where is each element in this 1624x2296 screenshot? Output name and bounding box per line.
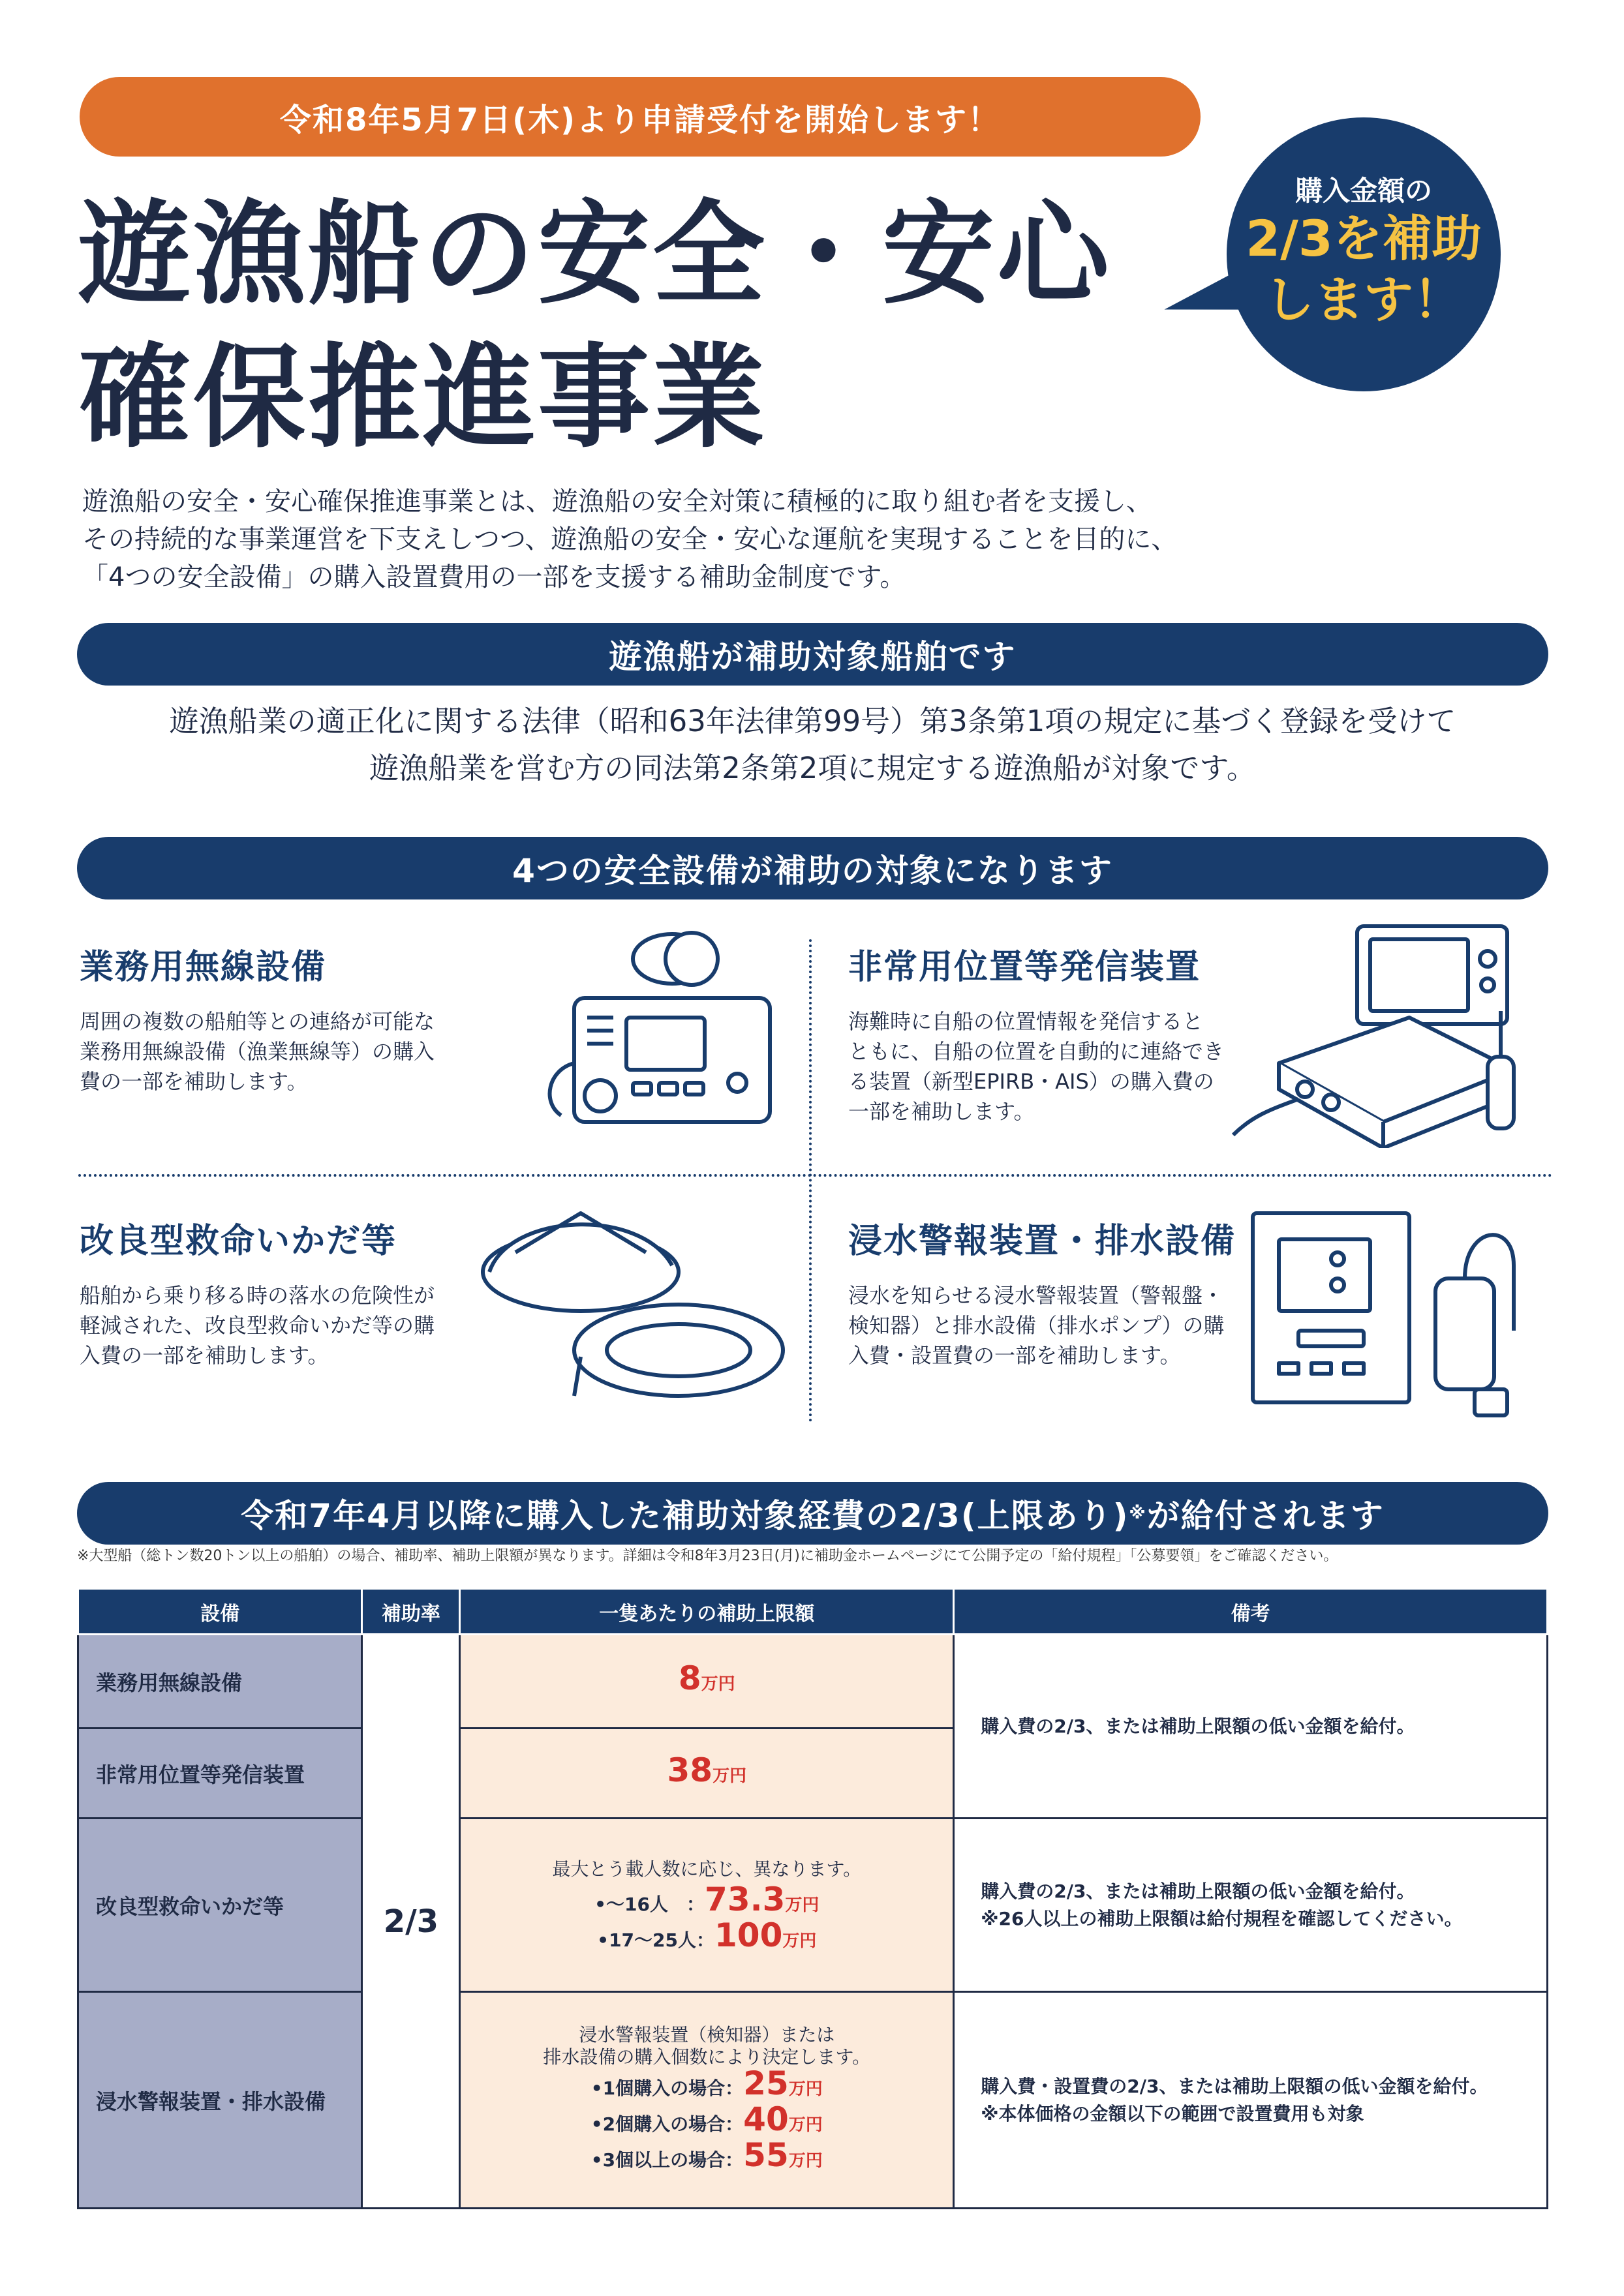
application-start-banner: 令和8年5月7日(木)より申請受付を開始します！ [80,77,1201,157]
equipment-title: 改良型救命いかだ等 [80,1222,397,1261]
equipment-epirb [848,939,1253,1126]
table-header-row [78,1589,1548,1635]
equipment-desc: 船舶から乗り移る時の落水の危険性が 軽減された、改良型救命いかだ等の購 入費の一部を補助します。 [80,1283,435,1368]
equipment-title: 浸水警報装置・排水設備 [848,1222,1236,1261]
subsidy-table [77,1588,1548,2209]
row-remark: 購入費の2/3、または補助上限額の低い金額を給付。 ※26人以上の補助上限額は給付規程を確認してください。 [954,1819,1548,1992]
section-heading-payment [77,1482,1548,1545]
row-limit: 浸水警報装置（検知器）または 排水設備の購入個数により決定します。 •1個購入の場合：25万円 •2個購入の場合：40万円 •3個以上の場合：55万円 [460,1992,954,2209]
epirb-icon [1227,913,1540,1148]
equipment-desc: 周囲の複数の船舶等との連絡が可能な 業務用無線設備（漁業無線等）の購入 費の一部を補助します。 [80,1009,435,1094]
intro-line: 「4つの安全設備」の購入設置費用の一部を支援する補助金制度です。 [82,562,906,592]
header-limit: 一隻あたりの補助上限額 [460,1589,954,1635]
radio-icon [535,920,796,1141]
section-heading-equipment: 4つの安全設備が補助の対象になります [77,837,1548,899]
payment-heading: 令和7年4月以降に購入した補助対象経費の2/3(上限あり) [241,1497,1129,1535]
row-equipment: 業務用無線設備 [78,1635,362,1729]
intro-text [82,483,1550,596]
pump-icon [1240,1200,1540,1435]
section-heading-eligible-ships: 遊漁船が補助対象船舶です [77,623,1548,686]
equipment-desc: 浸水を知らせる浸水警報装置（警報盤・ 検知器）と排水設備（排水ポンプ）の購 入費・設置費の一部を補助します。 [848,1283,1225,1368]
title-line-2: 確保推進事業 [78,332,767,463]
equipment-vertical-divider [809,939,812,1422]
table-row [78,1992,1548,2209]
equipment-pump [848,1213,1253,1370]
title-line-1: 遊漁船の安全・安心 [78,189,1112,320]
row-rate: 2/3 [362,1635,460,2209]
subsidy-badge [1227,117,1501,391]
row-equipment: 改良型救命いかだ等 [78,1819,362,1992]
equipment-horizontal-divider [78,1174,1553,1177]
row-limit: 最大とう載人数に応じ、異なります。 •～16人 ：73.3万円 •17～25人：100万円 [460,1819,954,1992]
page-title [78,183,1112,470]
equipment-desc: 海難時に自船の位置情報を発信すると ともに、自船の位置を自動的に連絡でき る装置（新型EPIRB・AIS）の購入費の 一部を補助します。 [848,1009,1225,1124]
row-equipment: 非常用位置等発信装置 [78,1729,362,1819]
intro-line: その持続的な事業運営を下支えしつつ、遊漁船の安全・安心な運航を実現することを目的に、 [82,524,1178,554]
eligible-line: 遊漁船業の適正化に関する法律（昭和63年法律第99号）第3条第1項の規定に基づく登録を受けて [169,704,1456,738]
row-limit: 38万円 [460,1729,954,1819]
equipment-radio [80,939,497,1096]
header-rate: 補助率 [362,1589,460,1635]
payment-heading-mark: ※ [1129,1503,1147,1523]
header-remark: 備考 [954,1589,1548,1635]
large-ship-note: ※大型船（総トン数20トン以上の船舶）の場合、補助率、補助上限額が異なります。詳細は令和8年3月23日(月)に補助金ホームページにて公開予定の「給付規程」「公募要領」をご確認ください。 [77,1548,1338,1564]
eligible-ships-text [77,698,1548,792]
table-row [78,1635,1548,1729]
header-equipment: 設備 [78,1589,362,1635]
liferaft-icon [470,1200,796,1422]
equipment-liferaft [80,1213,497,1370]
payment-heading-tail: が給付されます [1146,1497,1385,1535]
row-limit: 8万円 [460,1635,954,1729]
row-remark: 購入費の2/3、または補助上限額の低い金額を給付。 [954,1635,1548,1819]
row-remark: 購入費・設置費の2/3、または補助上限額の低い金額を給付。 ※本体価格の金額以下の範囲で設置費用も対象 [954,1992,1548,2209]
badge-line-1: 購入金額の [1295,175,1432,207]
equipment-title: 業務用無線設備 [80,948,327,987]
eligible-line: 遊漁船業を営む方の同法第2条第2項に規定する遊漁船が対象です。 [369,751,1256,785]
badge-line-2: 2/3を補助 [1246,209,1482,267]
equipment-title: 非常用位置等発信装置 [848,948,1201,987]
row-equipment: 浸水警報装置・排水設備 [78,1992,362,2209]
table-row [78,1819,1548,1992]
badge-line-3: します！ [1264,271,1463,329]
intro-line: 遊漁船の安全・安心確保推進事業とは、遊漁船の安全対策に積極的に取り組む者を支援し、 [82,487,1152,517]
